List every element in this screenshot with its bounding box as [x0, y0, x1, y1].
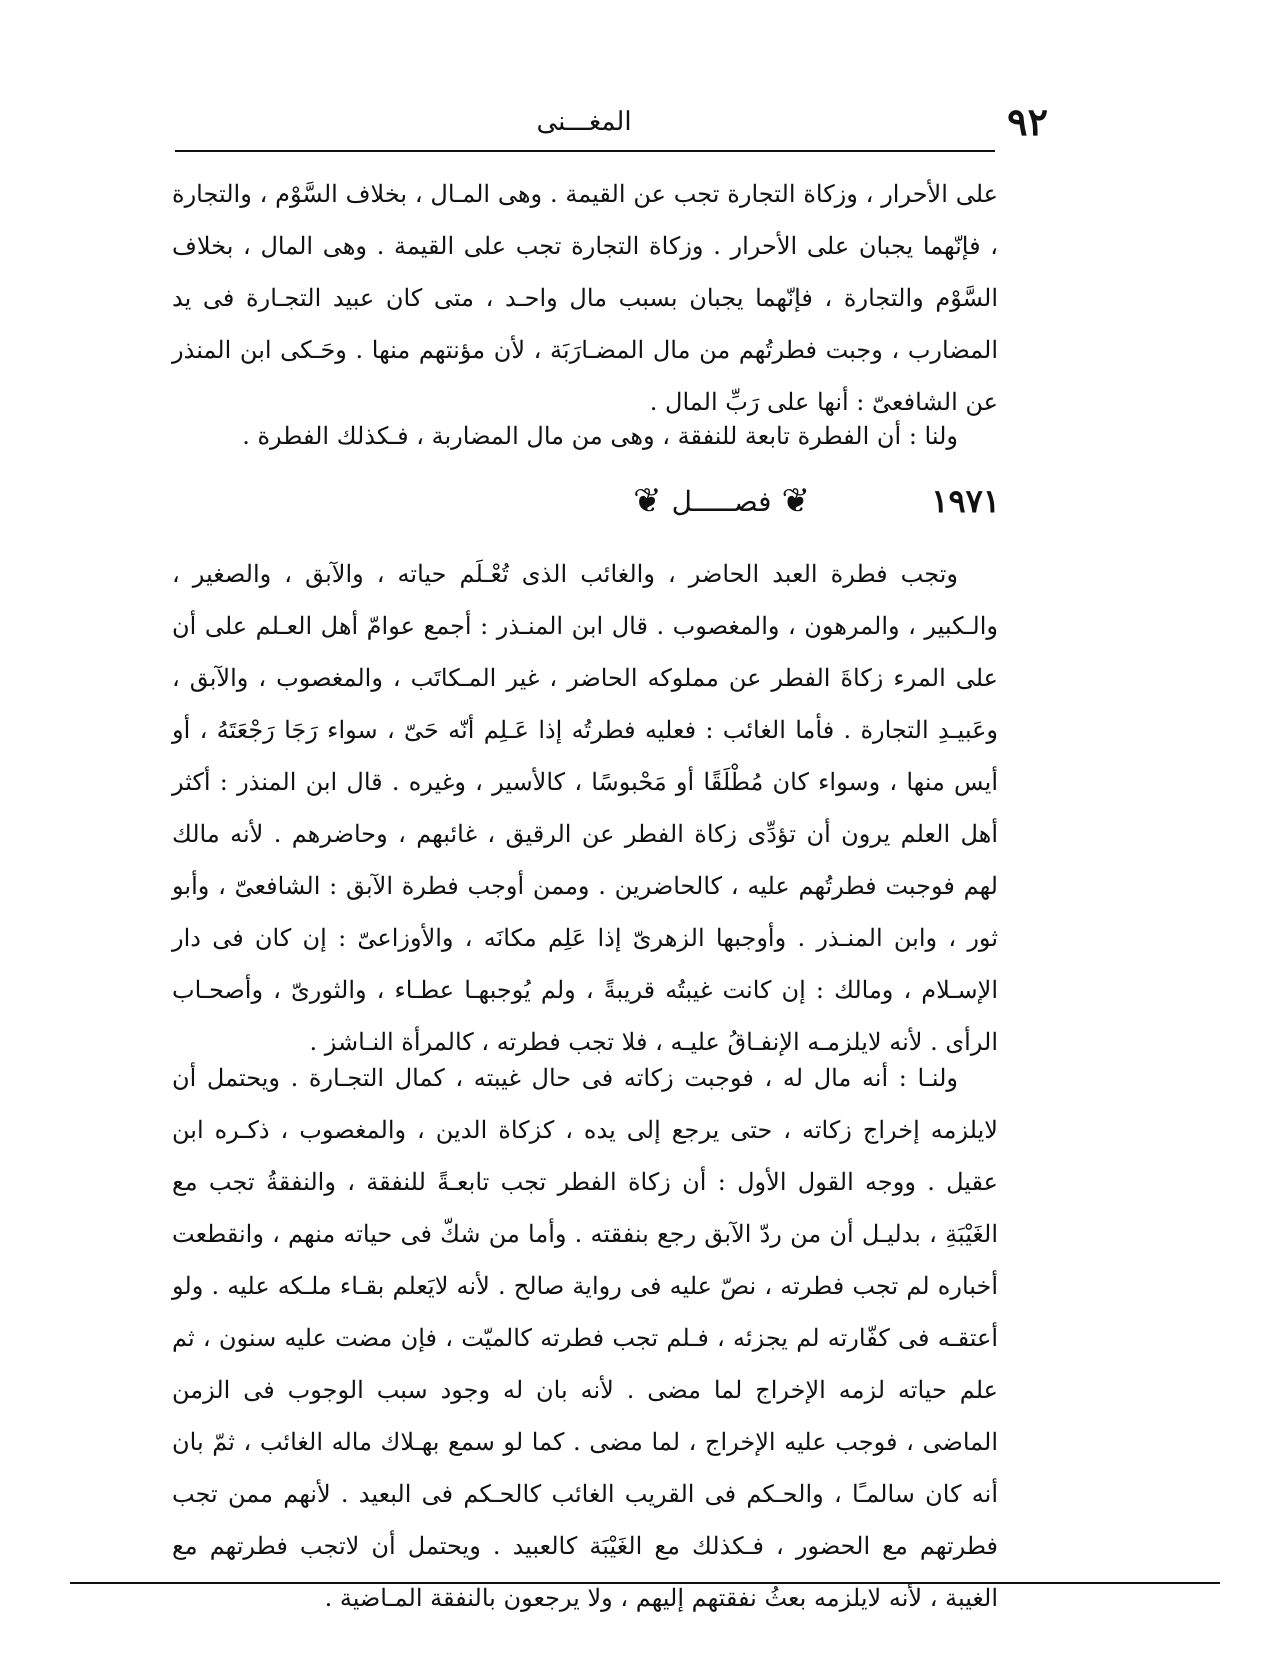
header-rule: [175, 150, 995, 152]
page-number: ٩٢: [1007, 99, 1048, 144]
section-title: فصـــــل: [671, 484, 772, 518]
paragraph-2: ولنا : أن الفطرة تابعة للنفقة ، وهى من مال المضاربة ، فـكذلك الفطرة .: [242, 422, 958, 450]
paragraph-1: على الأحرار ، وزكاة التجارة تجب عن القيمة . وهى المـال ، بخلاف السَّوْم ، والتجارة ، فإنّهما يجبان على الأحرار . وزكاة التجارة تجب على القيمة . وهى المال ، بخلاف السَّوْم والتجارة ، فإنّهما يجبان بسبب مال واحـد ، متى كان عبيد التجـارة فى يد المضارب ، وجبت فطرتُهم من مال المضـارَبَة ، لأن مؤنتهم منها . وحَـكى ابن المنذر عن الشافعىّ : أنها على رَبِّ المال .: [172, 180, 998, 416]
paragraph-3: وتجب فطرة العبد الحاضر ، والغائب الذى تُعْـلَم حياته ، والآبق ، والصغير ، والـكبير ، والمرهون ، والمغصوب . قال ابن المنـذر : أجمع عوامّ أهل العـلم على أن على المرء زكاةَ الفطر عن مملوكه الحاضر ، غير المـكاتَب ، والمغصوب ، والآبق ، وعَبيـدِ التجارة . فأما الغائب : فعليه فطرتُه إذا عَـلِم أنّه حَىّ ، سواء رَجَا رَجْعَتَهُ ، أو أيس منها ، وسواء كان مُطْلَقًا أو مَحْبوسًا ، كالأسير ، وغيره . قال ابن المنذر : أكثر أهل العلم يرون أن تؤدِّى زكاة الفطر عن الرقيق ، غائبهم ، وحاضرهم . لأنه مالك لهم فوجبت فطرتُهم عليه ، كالحاضرين . وممن أوجب فطرة الآبق : الشافعىّ ، وأبو ثور ، وابن المنـذر . وأوجبها الزهرىّ إذا عَلِم مكانَه ، والأوزاعىّ : إن كان فى دار الإسـلام ، ومالك : إن كانت غيبتُه قريبةً ، ولم يُوجبهـا عطـاء ، والثورىّ ، وأصحـاب الرأى . لأنه لايلزمـه الإنفـاقُ عليـه ، فلا تجب فطرته ، كالمرأة النـاشز .: [172, 560, 999, 1056]
text-block-2: [172, 410, 998, 462]
section-title-group: [633, 481, 810, 521]
text-block-4: [172, 1052, 998, 1624]
text-block-3: [172, 548, 998, 1068]
page-title: المغـــنى: [536, 107, 632, 137]
section-number: ١٩٧١: [931, 482, 1000, 520]
text-block-1: [172, 168, 998, 428]
ornament-right-icon: ❦: [781, 481, 810, 521]
paragraph-4: ولنـا : أنه مال له ، فوجبت زكاته فى حال غيبته ، كمال التجـارة . ويحتمل أن لايلزمه إخراج زكاته ، حتى يرجع إلى يده ، كزكاة الدين ، والمغصوب ، ذكـره ابن عقيل . ووجه القول الأول : أن زكاة الفطر تجب تابعـةً للنفقة ، والنفقةُ تجب مع الغَيْبَةِ ، بدليـل أن من ردّ الآبق رجع بنفقته . وأما من شكّ فى حياته منهم ، وانقطعت أخباره لم تجب فطرته ، نصّ عليه فى رواية صالح . لأنه لايَعلم بقـاء ملـكه عليه . ولو أعتقـه فى كفّارته لم يجزئه ، فـلم تجب فطرته كالميّت ، فإن مضت عليه سنون ، ثم علم حياته لزمه الإخراج لما مضى . لأنه بان له وجود سبب الوجوب فى الزمن الماضى ، فوجب عليه الإخراج ، لما مضى . كما لو سمع بهـلاك ماله الغائب ، ثمّ بان أنه كان سالمـًا ، والحـكم فى القريب الغائب كالحـكم فى البعيد . لأنهم ممن تجب فطرتهم مع الحضور ، فـكذلك مع الغَيْبَة كالعبيد . ويحتمل أن لاتجب فطرتهم مع الغيبة ، لأنه لايلزمه بعثُ نفقتهم إليهم ، ولا يرجعون بالنفقة المـاضية .: [172, 1064, 998, 1612]
section-heading: [300, 482, 1000, 532]
footer-rule: [70, 1582, 1220, 1584]
page-header: [175, 99, 1048, 145]
ornament-left-icon: ❦: [633, 481, 662, 521]
